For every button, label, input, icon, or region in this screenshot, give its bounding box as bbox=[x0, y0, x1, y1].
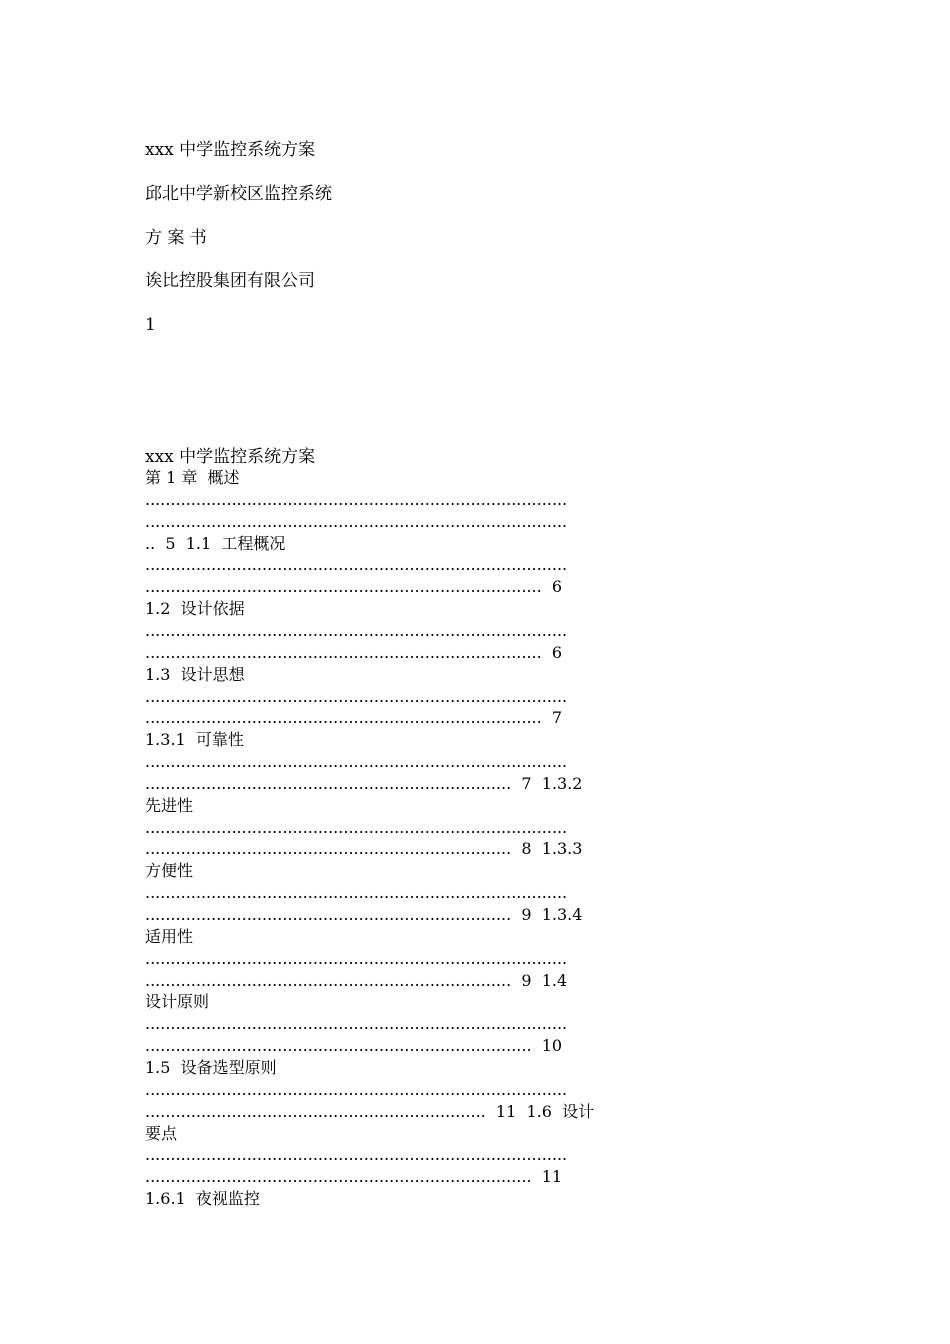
toc-line: 先进性 bbox=[145, 795, 194, 815]
toc-line: 1.6.1 夜视监控 bbox=[145, 1189, 260, 1209]
toc-line: ................................................................................... bbox=[145, 620, 568, 640]
cover-company: 诶比控股集团有限公司 bbox=[145, 271, 315, 291]
toc-line: .............................................................................. 6 bbox=[145, 642, 563, 662]
toc-line: 1.3.1 可靠性 bbox=[145, 730, 244, 750]
toc-line: ................................................................................... bbox=[145, 686, 568, 706]
toc-line: ................................................................................... bbox=[145, 948, 568, 968]
cover-header: xxx 中学监控系统方案 bbox=[145, 140, 316, 160]
toc-line: 适用性 bbox=[145, 926, 194, 946]
toc-line: ........................................................................ 8 1.3.3 bbox=[145, 839, 583, 859]
toc-line: ................................................................................... bbox=[145, 752, 568, 772]
toc-line: 1.5 设备选型原则 bbox=[145, 1057, 277, 1077]
toc-line: 1.2 设计依据 bbox=[145, 599, 245, 619]
toc-line: ................................................................................... bbox=[145, 511, 568, 531]
cover-project-title: 邱北中学新校区监控系统 bbox=[145, 184, 332, 204]
toc-line: ................................................................................... bbox=[145, 489, 568, 509]
toc-line: ................................................................................... bbox=[145, 1145, 568, 1165]
toc-line: 方便性 bbox=[145, 861, 194, 881]
toc-header: xxx 中学监控系统方案 bbox=[145, 447, 316, 467]
toc-line: ........................................................................ 9 1.3.4 bbox=[145, 905, 583, 924]
toc-line: .. 5 1.1 工程概况 bbox=[145, 533, 286, 553]
toc-line: .............................................................................. 6 bbox=[145, 577, 563, 597]
toc-line: 第 1 章 概述 bbox=[145, 468, 240, 487]
toc-line: 1.3 设计思想 bbox=[145, 664, 245, 684]
cover-doc-type: 方 案 书 bbox=[145, 228, 207, 248]
toc-line: ................................................................................... bbox=[145, 883, 568, 903]
toc-line: ................................................................... 11 1.6 设计 bbox=[145, 1101, 595, 1121]
toc-line: ................................................................................... bbox=[145, 555, 568, 575]
toc-line: 要点 bbox=[145, 1123, 178, 1143]
toc-line: ........................................................................ 7 1.3.2 bbox=[145, 773, 583, 793]
toc-line: ............................................................................ 11 bbox=[145, 1167, 563, 1187]
toc-line: 设计原则 bbox=[145, 992, 210, 1012]
cover-page-number: 1 bbox=[145, 315, 156, 335]
toc-line: .............................................................................. 7 bbox=[145, 708, 563, 728]
toc-line: ................................................................................... bbox=[145, 1014, 568, 1034]
toc-line: ............................................................................ 10 bbox=[145, 1036, 563, 1056]
toc-line: ................................................................................... bbox=[145, 1079, 568, 1099]
toc-line: ........................................................................ 9 1.4 bbox=[145, 970, 568, 990]
toc-line: ................................................................................... bbox=[145, 817, 568, 837]
